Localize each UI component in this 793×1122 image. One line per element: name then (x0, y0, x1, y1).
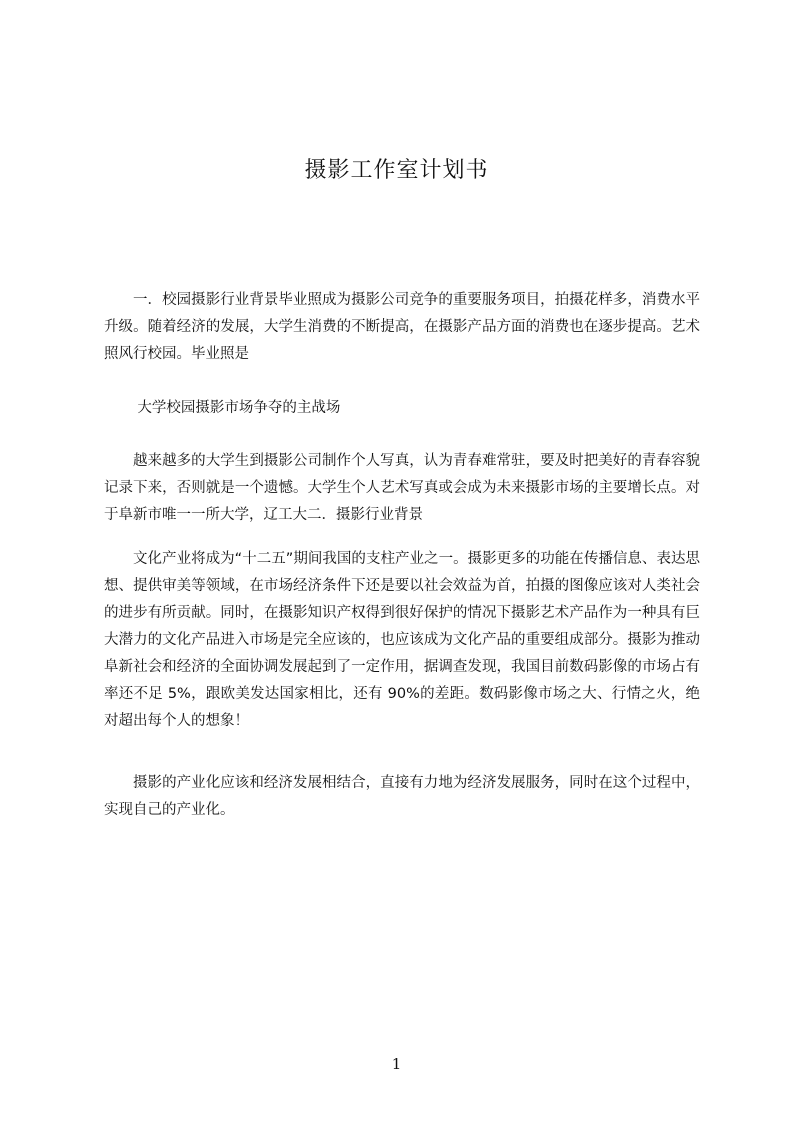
document-title: 摄影工作室计划书 (304, 157, 489, 183)
paragraph-industry-background: 一．校园摄影行业背景毕业照成为摄影公司竞争的重要服务项目，拍摄花样多，消费水平升级。随着经济的发展，大学生消费的不断提高，在摄影产品方面的消费也在逐步提高。艺术照风行校园。毕业照是 (104, 292, 700, 362)
paragraph-personal-portraits: 越来越多的大学生到摄影公司制作个人写真，认为青春难常驻，要及时把美好的青春容貌记录下来，否则就是一个遗憾。大学生个人艺术写真或会成为未来摄影市场的主要增长点。对于阜新市唯一一所大学，辽工大二．摄影行业背景 (104, 453, 700, 523)
paragraph-industrialization: 摄影的产业化应该和经济发展相结合，直接有力地为经济发展服务，同时在这个过程中，实现自己的产业化。 (104, 775, 700, 818)
paragraph-main-battlefield: 大学校园摄影市场争夺的主战场 (137, 400, 341, 416)
page-number: 1 (391, 1055, 402, 1073)
paragraph-cultural-industry: 文化产业将成为“十二五”期间我国的支柱产业之一。摄影更多的功能在传播信息、表达思想、提供审美等领域，在市场经济条件下还是要以社会效益为首，拍摄的图像应该对人类社会的进步有所贡献。同时，在摄影知识产权得到很好保护的情况下摄影艺术产品作为一种具有巨大潜力的文化产品进入市场是完全应该的，也应该成为文化产品的重要组成部分。摄影为推动阜新社会和经济的全面协调发展起到了一定作用，据调查发现，我国目前数码影像的市场占有率还不足 5%，跟欧美发达国家相比，还有 90%的差距。数码影像市场之大、行情之火，绝对超出每个人的想象！ (104, 551, 700, 729)
